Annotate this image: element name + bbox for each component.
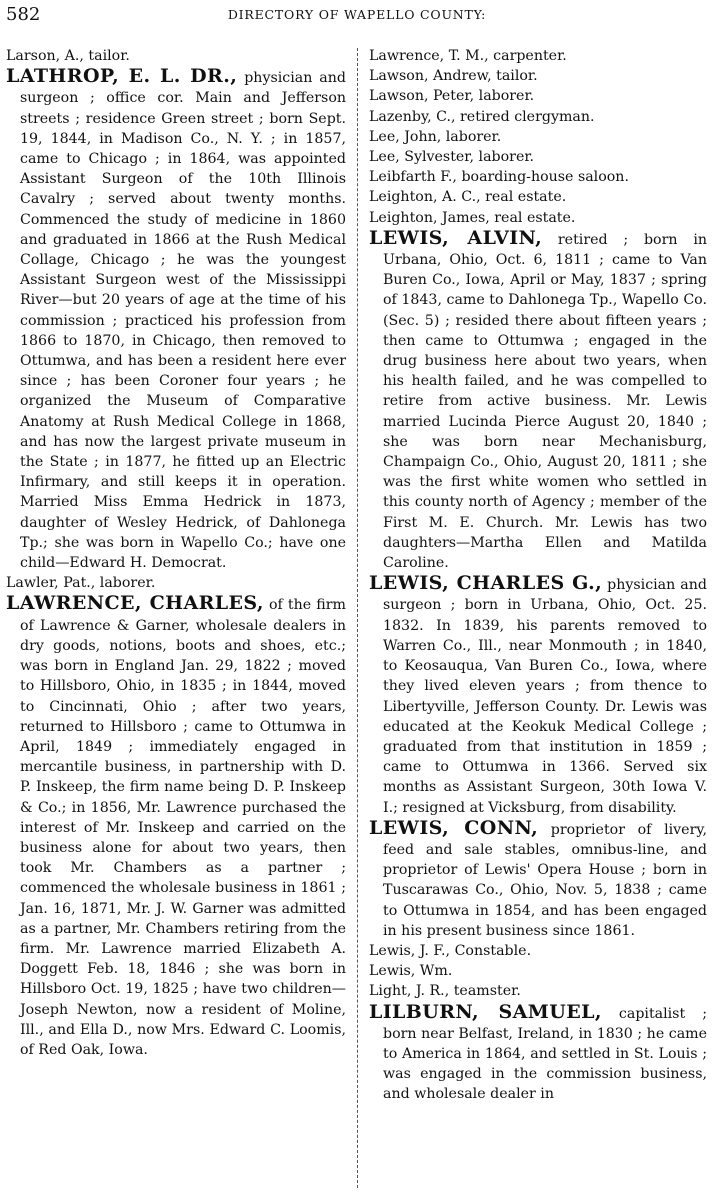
left-column — [6, 46, 346, 1060]
entry-name: Leibfarth F., — [369, 169, 457, 186]
directory-entry — [369, 961, 707, 981]
page-header — [6, 4, 708, 30]
entry-text: carpenter. — [488, 48, 567, 64]
directory-entry — [369, 228, 707, 573]
entry-name: Lee, John, — [369, 128, 442, 145]
entry-text: laborer. — [441, 128, 502, 145]
column-divider — [357, 48, 358, 1188]
directory-entry — [369, 941, 707, 961]
entry-text: laborer. — [95, 575, 156, 592]
directory-entry — [369, 107, 707, 127]
directory-entry — [369, 127, 707, 147]
entry-name: Lee, Sylvester, — [369, 149, 475, 166]
entry-name: LAWRENCE, CHARLES, — [6, 592, 264, 615]
entry-text: laborer. — [474, 88, 535, 105]
entry-name: LEWIS, CONN, — [369, 816, 539, 839]
entry-name: Lawler, Pat., — [6, 575, 96, 592]
entry-name: Lewis, Wm. — [369, 963, 453, 980]
entry-name: LEWIS, ALVIN, — [369, 226, 543, 249]
entry-text: tailor. — [491, 68, 538, 85]
directory-entry — [369, 818, 707, 941]
entry-text: boarding-house saloon. — [456, 169, 629, 186]
entry-text: capitalist ; born near Belfast, Ireland, in 1830 ; he came to America in 1864, and settled in St. Louis ; was engaged in the commission business, and wholesale dealer in — [383, 1005, 707, 1103]
directory-entry — [369, 147, 707, 167]
entry-text: retired clergyman. — [455, 108, 595, 125]
directory-entry — [6, 593, 346, 1060]
directory-entry — [369, 46, 707, 66]
entry-text: of the firm of Lawrence & Garner, wholesale dealers in dry goods, notions, boots and shoes, etc.; was born in England Jan. 29, 1822 ; moved to Hillsboro, Ohio, in 1835 ; in 1844, moved to Cincinnati, Ohio ; after two years, returned to Hillsboro ; came to Ottumwa in April, 1849 ; immediately engaged in mercantile business, in partnership with D. P. Inskeep, the firm name being D. P. Inskeep & Co.; in 1856, Mr. Lawrence purchased the interest of Mr. Inskeep and carried on the business alone for about two years, then took Mr. Chambers as a partner ; commenced the wholesale business in 1861 ; Jan. 16, 1871, Mr. J. W. Garner was admitted as a partner, Mr. Chambers retiring from the firm. Mr. Lawrence married Elizabeth A. Doggett Feb. 18, 1846 ; she was born in Hillsboro Oct. 19, 1825 ; have two children—Joseph Newton, now a resident of Moline, Ill., and Ella D., now Mrs. Edward C. Loomis, of Red Oak, Iowa. — [20, 597, 346, 1058]
running-head: DIRECTORY OF WAPELLO COUNTY: — [227, 7, 487, 22]
entry-name: LEWIS, CHARLES G., — [369, 572, 603, 595]
directory-entry — [369, 573, 707, 817]
entry-text: proprietor of livery, feed and sale stables, omnibus-line, and proprietor of Lewis' Opera House ; born in Tuscarawas Co., Ohio, Nov. 5, 1838 ; came to Ottumwa in 1854, and has been engaged in his present business since 1861. — [383, 821, 707, 939]
entry-name: Lawson, Peter, — [369, 88, 475, 105]
entry-name: Lazenby, C., — [369, 108, 456, 125]
directory-entry — [369, 187, 707, 207]
entry-text: tailor. — [83, 48, 130, 64]
entry-name: Lawrence, T. M., — [369, 48, 489, 64]
entry-text: real estate. — [480, 189, 567, 206]
entry-text: real estate. — [489, 209, 576, 226]
directory-entry — [6, 66, 346, 573]
entry-text: physician and surgeon ; office cor. Main and Jefferson streets ; residence Green street ; born Sept. 19, 1844, in Madison Co., N. Y. ; in 1857, came to Chicago ; in 1864, was appointed Assistant Surgeon of the 10th Illinois Cavalry ; served about twenty months. Commenced the study of medicine in 1860 and graduated in 1866 at the Rush Medical Collage, Chicago ; he was the youngest Assistant Surgeon west of the Mississippi River—but 20 years of age at the time of his commission ; practiced his profession from 1866 to 1870, in Chicago, then removed to Ottumwa, and has been a resident here ever since ; has been Coroner four years ; he organized the Museum of Comparative Anatomy at Rush Medical College in 1868, and has now the largest private museum in the State ; in 1877, he fitted up an Electric Infirmary, and still keeps it in operation. Married Miss Emma Hedrick in 1873, daughter of Wesley Hedrick, of Dahlonega Tp.; she was born in Wapello Co.; have one child—Edward H. Democrat. — [20, 70, 346, 572]
directory-entry — [369, 1002, 707, 1105]
entry-name: Light, J. R., — [369, 983, 450, 1000]
entry-name: Leighton, A. C., — [369, 189, 481, 206]
directory-entry — [369, 66, 707, 86]
page-number: 582 — [6, 4, 41, 25]
directory-entry — [6, 46, 346, 66]
directory-entry — [369, 208, 707, 228]
entry-text: retired ; born in Urbana, Ohio, Oct. 6, 1811 ; came to Van Buren Co., Iowa, April or May, 1837 ; spring of 1843, came to Dahlonega Tp., Wapello Co. (Sec. 5) ; resided there about fifteen years ; then came to Ottumwa ; engaged in the drug business here about two years, when his health failed, and he was compelled to retire from active business. Mr. Lewis married Lucinda Pierce August 20, 1840 ; she was born near Mechanisburg, Champaign Co., Ohio, August 20, 1811 ; she was the first white women who settled in this county north of Agency ; member of the First M. E. Church. Mr. Lewis has two daughters—Martha Ellen and Matilda Caroline. — [383, 231, 707, 572]
directory-entry — [369, 167, 707, 187]
right-column — [369, 46, 707, 1105]
entry-text: Constable. — [450, 942, 532, 959]
entry-name: Lawson, Andrew, — [369, 68, 492, 85]
entry-name: Larson, A., — [6, 48, 84, 64]
entry-text: teamster. — [449, 983, 521, 1000]
entry-text: physician and surgeon ; born in Urbana, Ohio, Oct. 25. 1832. In 1839, his parents removed to Warren Co., Ill., near Monmouth ; in 1840, to Keosauqua, Van Buren Co., Iowa, where they lived eleven years ; from thence to Libertyville, Jefferson County. Dr. Lewis was educated at the Keokuk Medical College ; graduated from that institution in 1859 ; came to Ottumwa in 1366. Served six months as Assistant Surgeon, 30th Iowa V. I.; resigned at Vicksburg, from disability. — [383, 577, 707, 816]
entry-text: laborer. — [474, 149, 535, 166]
directory-entry — [369, 86, 707, 106]
directory-entry — [6, 573, 346, 593]
entry-name: Leighton, James, — [369, 209, 490, 226]
entry-name: Lewis, J. F., — [369, 942, 451, 959]
entry-name: LATHROP, E. L. DR., — [6, 65, 238, 88]
entry-name: LILBURN, SAMUEL, — [369, 1000, 602, 1023]
directory-entry — [369, 981, 707, 1001]
